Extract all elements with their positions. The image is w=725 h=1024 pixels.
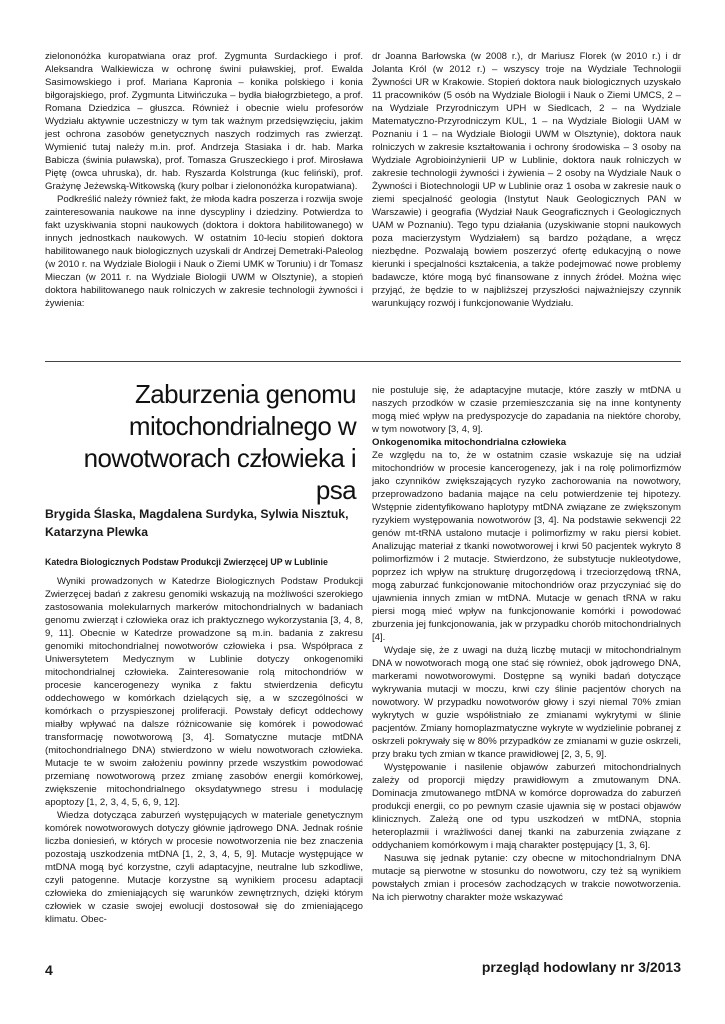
paragraph: Ze względu na to, że w ostatnim czasie wskazuje się na udział mitochondriów w procesie kancerogenezy, jak i na rolę polimorfizmów jako czynników zwiększających ryzyko zachorowania na nowotwory, przeprowadzono badania mające na celu potwierdzenie tej hipotezy. Wstępnie zidentyfikowano haplotypy mtDNA związane ze zwiększonym ryzykiem występowania nowotworów [3, 4]. Na podstawie sekwencji 22 genów mt-tRNA ustalono mutacje i polimorfizmy w raku piersi kobiet. Analizując materiał z tkanki nowotworowej i krwi 50 pacjentek wykryto 8 polimorfizmów i 2 mutacje. Stwierdzono, że substytucje nukleotydowe, poprzez ich wpływ na strukturę drugorzędową i trzeciorzędową tRNA, mogą zaburzać funkcjonowanie mitochondriów oraz przyczyniać się do ujawnienia innych zmian w mtDNA. Mutacje w genach tRNA w raku piersi mogą mieć wpływ na funkcjonowanie komórki i powodować zburzenia jej funkcjonowania, jak w przypadku chorób mitochondrialnych [4].	[372, 450, 681, 643]
title-line: Zaburzenia genomu	[134, 379, 356, 409]
top-right-column	[372, 50, 681, 310]
top-left-column	[45, 50, 363, 310]
paragraph: Nasuwa się jednak pytanie: czy obecne w mitochondrialnym DNA mutacje są pierwotne w stosunku do nowotworu, czy też są wynikiem powstałych zmian i procesów zachodzących w trakcie nowotworzenia. Na ich pierwotny charakter może wskazywać	[372, 853, 681, 903]
article-affiliation: Katedra Biologicznych Podstaw Produkcji Zwierzęcej UP w Lublinie	[45, 557, 328, 567]
article-left-column	[45, 575, 363, 926]
paragraph: Wiedza dotycząca zaburzeń występujących w materiale genetycznym komórek nowotworowych dotyczy głównie jądrowego DNA. Jednak rośnie liczba doniesień, w których w procesie nowotworzenia nie bez znaczenia pozostają uszkodzenia mtDNA [1, 2, 3, 4, 5, 9]. Mutacje występujące w mtDNA mogą być korzystne, czyli adaptacyjne, neutralne lub szkodliwe, czyli patogenne. Mutacje korzystne są wynikiem procesu adaptacji człowieka do zmieniających się warunków zewnętrznych, dzięki którym człowiek w czasie swojej ewolucji dostosował się do zmieniającego klimatu. Obec-	[45, 810, 363, 925]
page-number: 4	[45, 962, 53, 978]
article-right-column	[372, 384, 681, 904]
paragraph: Wyniki prowadzonych w Katedrze Biologicznych Podstaw Produkcji Zwierzęcej badań z zakresu genomiki wskazują na możliwości szerokiego zastosowania molekularnych markerów mitochondrialnych w badaniach genomu zwierząt i człowieka oraz ich praktycznego wykorzystania [3, 4, 8, 9, 11]. Obecnie w Katedrze prowadzone są m.in. badania z zakresu genomiki mitochondrialnej nowotworów człowieka i psa. Współpraca z Uniwersytetem Medycznym w Lublinie dotyczy onkogenomiki mitochondrialnej człowieka. Zainteresowanie rolą mitochondriów w procesie kancerogenezy wynika z faktu stwierdzenia deficytu oddechowego w komórkach dzielących się, a w szczególności w komórkach o przyspieszonej proliferacji. Powstały deficyt oddechowy miałby wpływać na dalsze różnicowanie się komórek i powodować transformację nowotworową [3, 4]. Somatyczne mutacje mtDNA (mitochondrialnego DNA) stwierdzono w wielu nowotworach człowieka. Mutacje te w swoim założeniu powinny przede wszystkim powodować przemianę nowotworową przez zmianę zasobów energii komórkowej, zwiększenie mitochondrialnego oksydatywnego stresu i modulację apoptozy [1, 2, 3, 4, 5, 6, 9, 12].	[45, 576, 363, 808]
section-divider	[45, 361, 681, 362]
paragraph: nie postuluje się, że adaptacyjne mutacje, które zaszły w mtDNA u naszych przodków w czasie przemieszczania się na inne kontynenty mogą mieć wpływ na predyspozycje do zapadania na niektóre choroby, w tym nowotwory [3, 4, 9].	[372, 385, 681, 435]
title-line: mitochondrialnego w	[128, 411, 356, 441]
paragraph: zielononóżka kuropatwiana oraz prof. Zygmunta Surdackiego i prof. Aleksandra Walkiewicza w ochronę świni puławskiej, prof. Ewalda Sasimowskiego i prof. Mariana Kapronia – konika polskiego i konia biłgorajskiego, prof. Zygmunta Litwińczuka – bydła białogrzbietego, a prof. Romana Dziedzica – głuszca. Również i obecnie wielu profesorów Wydziału aktywnie uczestniczy w tym tak ważnym przedsięwzięciu, jakim jest ochrona zasobów genetycznych naszych rodzimych ras zwierząt. Wymienić tutaj należy m.in. prof. Andrzeja Stasiaka i dr. hab. Marka Babicza (świnia puławska), prof. Tomasza Gruszeckiego i prof. Mirosława Piętę (owca uhruska), dr. hab. Ryszarda Kolstrunga (kuc feliński), prof. Grażynę Jeżewską-Witkowską (kury polbar i zielononóżka kuropatwiana).	[45, 51, 363, 192]
article-authors: Brygida Ślaska, Magdalena Surdyka, Sylwia Nisztuk, Katarzyna Plewka	[45, 507, 349, 539]
title-line: nowotworach człowieka i psa	[83, 443, 356, 505]
article-title	[45, 378, 356, 506]
paragraph: dr Joanna Barłowska (w 2008 r.), dr Mariusz Florek (w 2010 r.) i dr Jolanta Król (w 2012 r.) – wszyscy troje na Wydziale Technologii Żywności UR w Krakowie. Stopień doktora nauk biologicznych uzyskało 11 pracowników (5 osób na Wydziale Biologii i Nauk o Ziemi UMCS, 2 – na Wydziale Przyrodniczym UPH w Siedlcach, 2 – na Wydziale Matematyczno-Przyrodniczym KUL, 1 – na Wydziale Biologii UAM w Poznaniu i 1 – na Wydziale Biologii UWM w Olsztynie), doktora nauk rolniczych w zakresie kształtowania i ochrony środowiska – 3 osoby na Wydziale Agrobioinżynierii UP w Lublinie, doktora nauk rolniczych w zakresie technologii żywności i żywienia – 2 osoby na Wydziale Nauk o Żywności i Biotechnologii UP w Lublinie oraz 1 osoba w zakresie nauk o ziemi specjalność geologia (Instytut Nauk Geologicznych PAN w Warszawie) i geografia (Wydział Nauk Geograficznych i Geologicznych UAM w Poznaniu). Tego typu działania (uzyskiwanie stopni naukowych poza macierzystym Wydziałem) są bardzo pożądane, a wręcz niezbędne. Pozwalają bowiem poszerzyć ofertę edukacyjną o nowe kierunki i specjalności kształcenia, a także podejmować nowe problemy badawcze, które mogą być finansowane z innych źródeł. Można więc przyjąć, że będzie to w najbliższej przyszłości najważniejszy czynnik warunkujący rozwój i funkcjonowanie Wydziału.	[372, 51, 681, 309]
paragraph: Występowanie i nasilenie objawów zaburzeń mitochondrialnych zależy od proporcji między prawidłowym a zmutowanym DNA. Dominacja zmutowanego mtDNA w komórce doprowadza do zaburzeń produkcji energii, co po pewnym czasie ujawnia się w postaci objawów klinicznych. Zależą one od typu uszkodzeń w mtDNA, stopnia heteroplazmii i wrażliwości danej tkanki na zaburzenia związane z oddychaniem komórkowym i mają charakter postępujący [1, 3, 6].	[372, 762, 681, 851]
paragraph: Podkreślić należy również fakt, że młoda kadra poszerza i rozwija swoje zainteresowania naukowe na inne dyscypliny i dziedziny. Potwierdza to fakt uzyskiwania stopni naukowych (doktora i doktora habilitowanego) w innych jednostkach naukowych. W ostatnim 10-leciu stopień doktora habilitowanego nauk biologicznych uzyskali dr Andrzej Demetraki-Paleolog (w 2010 r. na Wydziale Biologii i Nauk o Ziemi UMK w Toruniu) i dr Tomasz Mieczan (w 2011 r. na Wydziale Biologii UWM w Olsztynie), a stopień doktora habilitowanego nauk rolniczych w zakresie technologii żywności i żywienia:	[45, 194, 363, 309]
section-subheading: Onkogenomika mitochondrialna człowieka	[372, 437, 567, 448]
paragraph: Wydaje się, że z uwagi na dużą liczbę mutacji w mitochondrialnym DNA w nowotworach mogą one stać się również, obok jądrowego DNA, markerami nowotworowymi. Dostępne są wyniki badań dotyczące wykrywania mutacji w moczu, krwi czy ślinie pacjentów chorych na nowotwory. W przypadku nowotworów głowy i szyi niemal 70% zmian wykrytych w guzie współistniało ze zmianami wykrytymi w ślinie pacjentów. Zmiany homoplazmatyczne wykryte w wydzielinie pobranej z oskrzeli pokrywały się w 80% przypadków ze zmianami w guzie oskrzeli, przy braku tych zmian w tkance prawidłowej [2, 3, 5, 9].	[372, 645, 681, 760]
journal-name: przegląd hodowlany nr 3/2013	[481, 959, 681, 975]
